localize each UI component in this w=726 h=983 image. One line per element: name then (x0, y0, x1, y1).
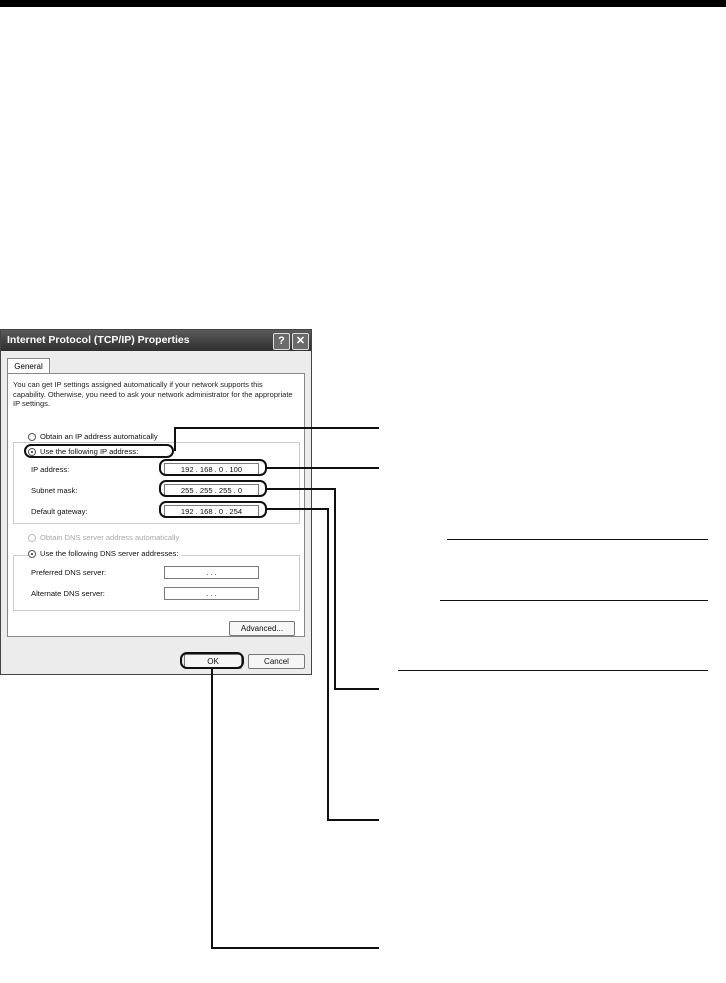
obtain-dns-auto-label: Obtain DNS server address automatically (40, 533, 180, 542)
description-text: You can get IP settings assigned automatically if your network supports this capability. Otherwise, you need to ask your network administrator for the appropriate IP settings. (13, 380, 293, 408)
callout-oval-use-ip (24, 444, 174, 458)
radio-icon (28, 534, 36, 542)
tcpip-properties-dialog (0, 329, 312, 675)
use-following-dns-radio[interactable] (28, 549, 181, 558)
ip-address-label: IP address: (31, 465, 70, 474)
leader-line (334, 688, 379, 690)
advanced-button[interactable]: Advanced... (229, 621, 295, 636)
page-top-rule (0, 0, 726, 7)
note-rule (447, 539, 708, 540)
preferred-dns-label: Preferred DNS server: (31, 568, 107, 577)
alternate-dns-field[interactable]: . . . (164, 587, 259, 600)
leader-line (327, 508, 329, 821)
radio-selected-icon (28, 550, 36, 558)
tab-general[interactable]: General (7, 358, 50, 374)
radio-icon (28, 433, 36, 441)
callout-oval-default-gateway (159, 501, 267, 518)
cancel-button[interactable]: Cancel (248, 654, 305, 669)
dns-group-box (13, 555, 300, 611)
leader-line (267, 508, 329, 510)
leader-line (211, 669, 213, 949)
alternate-dns-label: Alternate DNS server: (31, 589, 105, 598)
leader-line (267, 467, 379, 469)
leader-line (334, 488, 336, 690)
preferred-dns-field[interactable]: . . . (164, 566, 259, 579)
obtain-ip-auto-radio[interactable] (28, 432, 158, 441)
note-rule (440, 600, 708, 601)
close-icon[interactable]: ✕ (292, 333, 309, 350)
leader-line (174, 427, 379, 429)
dialog-titlebar[interactable] (1, 330, 311, 351)
use-following-dns-label: Use the following DNS server addresses: (40, 549, 179, 558)
ok-button[interactable]: OK (184, 654, 242, 669)
leader-line (174, 427, 176, 451)
callout-oval-subnet-mask (159, 480, 267, 497)
default-gateway-field[interactable]: 192 . 168 . 0 . 254 (164, 505, 259, 518)
obtain-dns-auto-radio[interactable] (28, 533, 179, 542)
leader-line (267, 488, 336, 490)
subnet-mask-field[interactable]: 255 . 255 . 255 . 0 (164, 484, 259, 497)
leader-line (211, 947, 379, 949)
dialog-title: Internet Protocol (TCP/IP) Properties (7, 334, 190, 346)
callout-oval-ip-address (159, 459, 267, 476)
help-icon[interactable]: ? (273, 333, 290, 350)
leader-line (327, 819, 379, 821)
obtain-ip-auto-label: Obtain an IP address automatically (40, 432, 158, 441)
ip-address-field[interactable]: 192 . 168 . 0 . 100 (164, 463, 259, 476)
callout-oval-ok (180, 652, 244, 669)
subnet-mask-label: Subnet mask: (31, 486, 78, 495)
use-following-ip-label: Use the following IP address: (40, 447, 139, 456)
note-rule (398, 670, 708, 671)
default-gateway-label: Default gateway: (31, 507, 88, 516)
